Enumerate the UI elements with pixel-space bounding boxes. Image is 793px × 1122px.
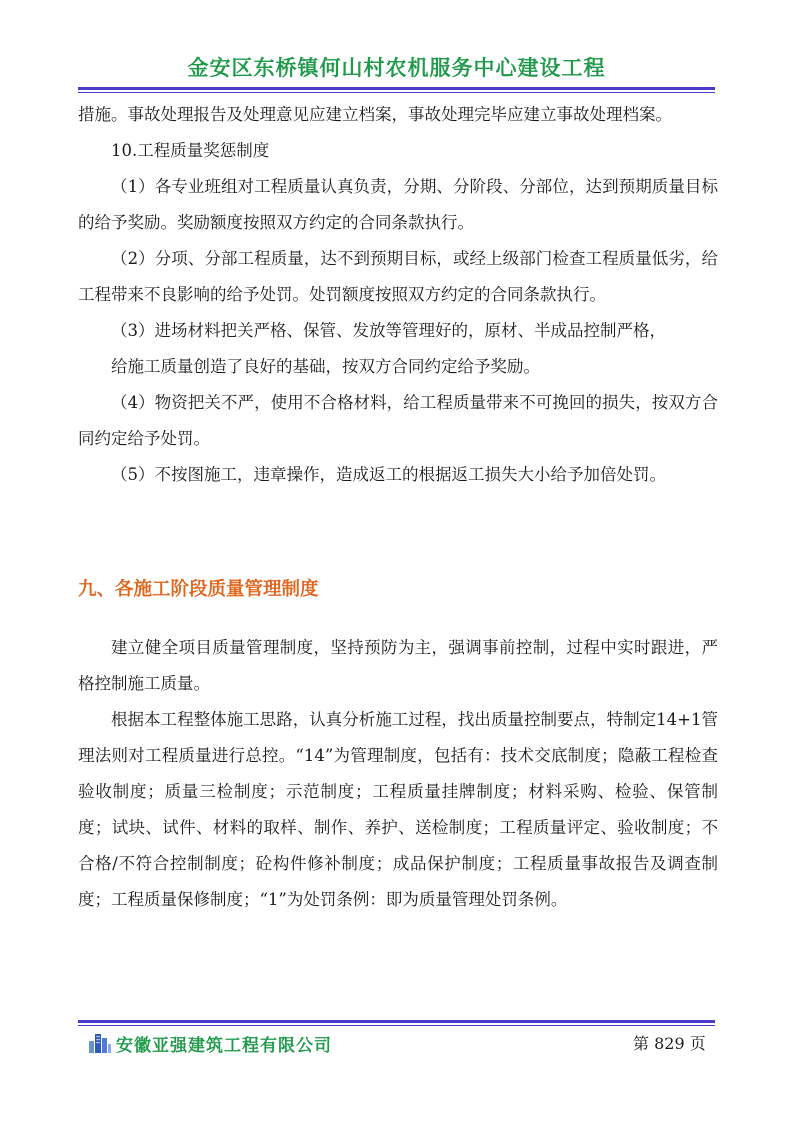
paragraph: 给施工质量创造了良好的基础，按双方合同约定给予奖励。 bbox=[111, 357, 540, 376]
page-number: 第 829 页 bbox=[633, 1034, 706, 1053]
paragraph: 措施。事故处理报告及处理意见应建立档案，事故处理完毕应建立事故处理档案。 bbox=[78, 105, 672, 124]
header-rule bbox=[78, 87, 715, 93]
paragraph: 10.工程质量奖惩制度 bbox=[111, 141, 270, 160]
paragraph: 建立健全项目质量管理制度，坚持预防为主，强调事前控制，过程中实时跟进，严格控制施工质量。 bbox=[78, 638, 718, 693]
paragraph: （2）分项、分部工程质量，达不到预期目标，或经上级部门检查工程质量低劣，给工程带来不良影响的给予处罚。处罚额度按照双方约定的合同条款执行。 bbox=[78, 249, 718, 304]
paragraph: 根据本工程整体施工思路，认真分析施工过程，找出质量控制要点，特制定14+1管理法则对工程质量进行总控。“14”为管理制度，包括有：技术交底制度；隐蔽工程检查验收制度；质量三检制度；示范制度；工程质量挂牌制度；材料采购、检验、保管制度；试块、试件、材料的取样、制作、养护、送检制度；工程质量评定、验收制度；不合格/不符合控制制度；砼构件修补制度；成品保护制度；工程质量事故报告及调查制度；工程质量保修制度；“1”为处罚条例：即为质量管理处罚条例。 bbox=[78, 710, 718, 909]
body-text-section bbox=[78, 630, 718, 918]
paragraph: （4）物资把关不严，使用不合格材料，给工程质量带来不可挽回的损失，按双方合同约定给予处罚。 bbox=[78, 393, 718, 448]
header-title: 金安区东桥镇何山村农机服务中心建设工程 bbox=[187, 56, 606, 80]
paragraph: （5）不按图施工，违章操作，造成返工的根据返工损失大小给予加倍处罚。 bbox=[111, 465, 666, 484]
footer-rule bbox=[78, 1020, 715, 1026]
footer-company-name: 安徽亚强建筑工程有限公司 bbox=[116, 1036, 332, 1056]
body-text-top bbox=[78, 97, 718, 493]
paragraph: （3）进场材料把关严格、保管、发放等管理好的，原材、半成品控制严格， bbox=[111, 321, 666, 340]
paragraph: （1）各专业班组对工程质量认真负责，分期、分阶段、分部位，达到预期质量目标的给予奖励。奖励额度按照双方约定的合同条款执行。 bbox=[78, 177, 718, 232]
building-logo-icon bbox=[88, 1031, 112, 1053]
section-heading: 九、各施工阶段质量管理制度 bbox=[78, 579, 319, 600]
